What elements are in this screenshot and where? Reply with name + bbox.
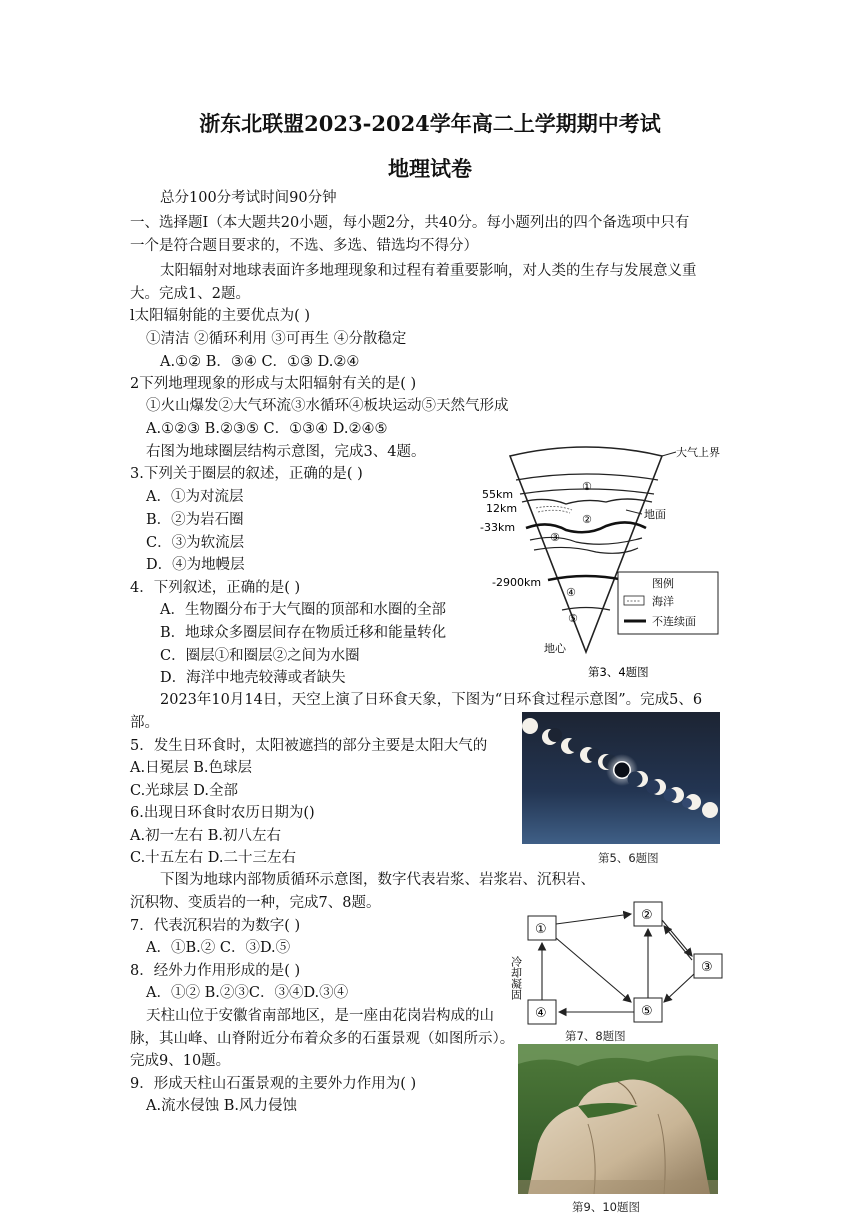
section1-line1: 一、选择题Ⅰ（本大题共20小题，每小题2分，共40分。每小题列出的四个备选项中只有 [130, 215, 690, 231]
section1-line2: 一个是符合题目要求的，不选、多选、错选均不得分） [130, 238, 478, 254]
q7-options: A．①B.② C．③D.⑤ [146, 940, 291, 956]
rock-label-2: ② [641, 908, 653, 923]
depth-55km: 55km [482, 488, 514, 501]
sphere-label-4: ④ [566, 586, 576, 599]
intro78-line2: 沉积物、变质岩的一种，完成7、8题。 [130, 895, 381, 911]
q2-items: ①火山爆发②大气环流③水循环④板块运动⑤天然气形成 [146, 398, 509, 414]
q6-options-cd: C.十五左右 D.二十三左右 [130, 850, 297, 866]
legend-ocean-label: 海洋 [652, 595, 674, 608]
legend-discontinuity-label: 不连续面 [652, 615, 696, 628]
tianzhu-mountain-photo [518, 1044, 718, 1194]
q3-option-d: D．④为地幔层 [146, 557, 245, 573]
q3-option-c: C．③为软流层 [146, 535, 245, 551]
depth-33km: -33km [480, 521, 516, 534]
q4-option-a: A．生物圈分布于大气圈的顶部和水圈的全部 [160, 602, 446, 618]
depth-2900km: -2900km [492, 576, 542, 589]
q4-option-d: D．海洋中地壳较薄或者缺失 [160, 670, 346, 686]
fig34-caption: 第3、4题图 [588, 665, 649, 679]
q6-stem: 6.出现日环食时农历日期为() [130, 805, 315, 821]
sphere-label-3: ③ [550, 531, 560, 544]
depth-12km: 12km [486, 502, 518, 515]
fig78-caption: 第7、8题图 [565, 1029, 626, 1043]
legend-ocean-swatch [624, 596, 644, 605]
earth-sphere-diagram [476, 440, 728, 684]
cooling-label: 冷却凝固 [509, 956, 523, 1000]
q1-options: A.①② B．③④ C．①③ D.②④ [160, 354, 360, 370]
legend-title: 图例 [652, 577, 674, 590]
sphere-label-5: ⑤ [568, 612, 578, 625]
exam-subtitle: 地理试卷 [388, 156, 472, 181]
q1-items: ①清洁 ②循环利用 ③可再生 ④分散稳定 [146, 331, 407, 347]
q1-stem: l太阳辐射能的主要优点为( ) [130, 308, 311, 324]
intro910-line2: 脉，其山峰、山脊附近分布着众多的石蛋景观（如图所示）。 [130, 1031, 515, 1047]
q7-stem: 7．代表沉积岩的为数字( ) [130, 918, 301, 934]
intro56-line1: 2023年10月14日，天空上演了日环食天象，下图为“日环食过程示意图”。完成5、6 [160, 692, 703, 708]
q2-options: A.①②③ B.②③⑤ C．①③④ D.②④⑤ [146, 421, 388, 437]
q9-stem: 9．形成天柱山石蛋景观的主要外力作用为( ) [130, 1076, 417, 1092]
q8-stem: 8．经外力作用形成的是( ) [130, 963, 301, 979]
intro78-line1: 下图为地球内部物质循环示意图，数字代表岩浆、岩浆岩、沉积岩、 [160, 872, 595, 888]
fig910-caption: 第9、10题图 [572, 1200, 640, 1214]
intro910-line3: 完成9、10题。 [130, 1053, 231, 1069]
q4-stem: 4．下列叙述，正确的是( ) [130, 580, 301, 596]
earth-center-label: 地心 [544, 642, 566, 655]
q4-option-c: C．圈层①和圈层②之间为水圈 [160, 648, 360, 664]
surface-label: 地面 [644, 508, 666, 521]
intro910-line1: 天柱山位于安徽省南部地区，是一座由花岗岩构成的山 [146, 1008, 494, 1024]
exam-title: 浙东北联盟2023-2024学年高二上学期期中考试 [199, 111, 661, 136]
q8-options: A．①② B.②③C．③④D.③④ [146, 985, 349, 1001]
rock-label-5: ⑤ [641, 1004, 653, 1019]
q4-option-b: B．地球众多圈层间存在物质迁移和能量转化 [160, 625, 447, 641]
rock-label-3: ③ [701, 960, 713, 975]
rock-label-1: ① [535, 922, 547, 937]
rock-cycle-diagram [509, 894, 726, 1024]
q3-option-b: B．②为岩石圈 [146, 512, 244, 528]
sphere-label-2: ② [582, 513, 592, 526]
intro34: 右图为地球圈层结构示意图，完成3、4题。 [146, 444, 426, 460]
q6-options-ab: A.初一左右 B.初八左右 [130, 828, 281, 844]
sphere-label-1: ① [582, 480, 592, 493]
q9-options: A.流水侵蚀 B.风力侵蚀 [146, 1098, 297, 1114]
q3-option-a: A．①为对流层 [146, 489, 244, 505]
eclipse-photo [522, 712, 720, 844]
q2-stem: 2下列地理现象的形成与太阳辐射有关的是( ) [130, 376, 417, 392]
intro12-line2: 大。完成1、2题。 [130, 286, 250, 302]
q5-options-cd: C.光球层 D.全部 [130, 783, 239, 799]
atmosphere-top-label: 大气上界 [676, 446, 720, 459]
intro12-line1: 太阳辐射对地球表面许多地理现象和过程有着重要影响，对人类的生存与发展意义重 [160, 263, 697, 279]
q5-stem: 5．发生日环食时，太阳被遮挡的部分主要是太阳大气的 [130, 738, 488, 754]
fig56-caption: 第5、6题图 [598, 851, 659, 865]
rock-label-4: ④ [535, 1006, 547, 1021]
intro56-line2: 部。 [130, 715, 159, 731]
q5-options-ab: A.日冕层 B.色球层 [130, 760, 252, 776]
exam-meta: 总分100分考试时间90分钟 [160, 190, 337, 206]
q3-stem: 3.下列关于圈层的叙述，正确的是( ) [130, 466, 363, 482]
